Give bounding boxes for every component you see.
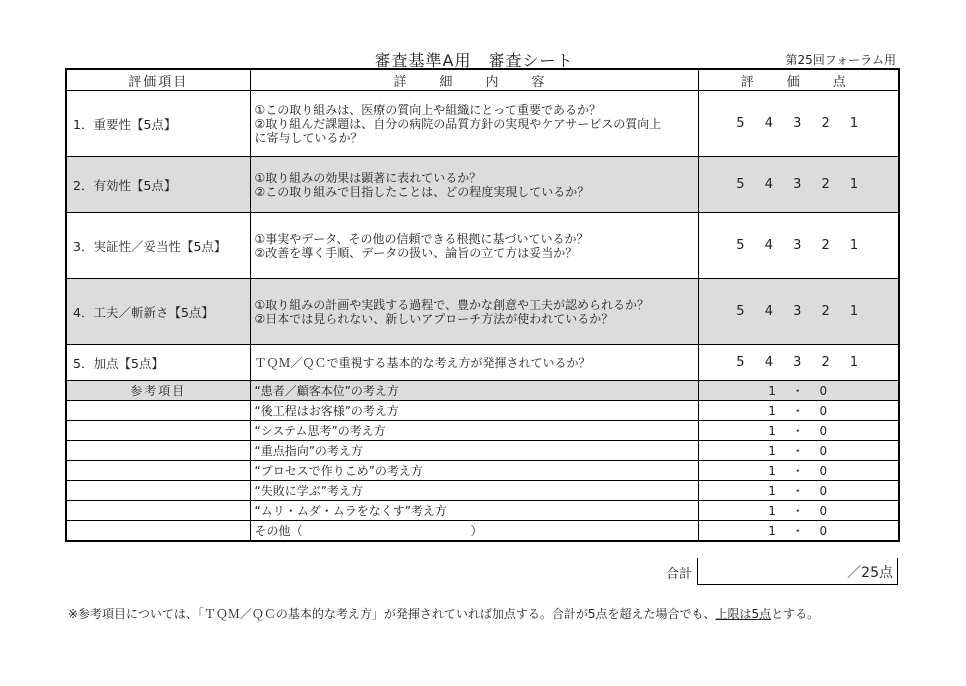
detail-line: に寄与しているか？ bbox=[254, 130, 363, 145]
reference-row bbox=[66, 461, 899, 481]
sheet-title: 審査基準A用 審査シート bbox=[374, 51, 574, 70]
score-options[interactable]: 5 4 3 2 1 bbox=[698, 279, 899, 345]
criterion-row bbox=[66, 345, 899, 381]
reference-row bbox=[66, 421, 899, 441]
detail-line: ①取り組みの効果は顕著に表れているか？ bbox=[254, 170, 482, 185]
reference-row bbox=[66, 501, 899, 521]
reference-score[interactable]: 1 ・ 0 bbox=[698, 521, 899, 542]
reference-empty-cell bbox=[66, 401, 250, 421]
detail-line: ①事実やデータ、その他の信頼できる根拠に基づいているか？ bbox=[254, 231, 589, 246]
score-options[interactable]: 5 4 3 2 1 bbox=[698, 157, 899, 213]
criterion-row bbox=[66, 213, 899, 279]
reference-text: “システム思考”の考え方 bbox=[250, 421, 698, 441]
reference-text: “ムリ・ムダ・ムラをなくす”考え方 bbox=[250, 501, 698, 521]
reference-text: “患者／顧客本位”の考え方 bbox=[250, 381, 698, 401]
detail-line: ①取り組みの計画や実践する過程で、豊かな創意や工夫が認められるか？ bbox=[254, 297, 650, 312]
reference-row bbox=[66, 481, 899, 501]
footnote-end: とする。 bbox=[771, 607, 820, 621]
header-score: 評 価 点 bbox=[698, 69, 899, 91]
reference-row bbox=[66, 521, 899, 542]
reference-text: その他（ ） bbox=[250, 521, 698, 542]
total-box[interactable] bbox=[697, 558, 898, 585]
criterion-item: 1．重要性【5点】 bbox=[66, 91, 250, 157]
criterion-item: 4．工夫／斬新さ【5点】 bbox=[66, 279, 250, 345]
footnote-text: ※参考項目については、「ＴＱＭ／ＱＣの基本的な考え方」が発揮されていれば加点する。合計が5点を超えた場合でも、 bbox=[68, 607, 716, 621]
criterion-detail bbox=[250, 345, 698, 381]
criterion-detail bbox=[250, 91, 698, 157]
reference-empty-cell bbox=[66, 521, 250, 542]
reference-score[interactable]: 1 ・ 0 bbox=[698, 381, 899, 401]
reference-score[interactable]: 1 ・ 0 bbox=[698, 501, 899, 521]
reference-score[interactable]: 1 ・ 0 bbox=[698, 481, 899, 501]
detail-line: ＴＱＭ／ＱＣで重視する基本的な考え方が発揮されているか？ bbox=[254, 355, 591, 370]
header-item: 評価項目 bbox=[66, 69, 250, 91]
reference-score[interactable]: 1 ・ 0 bbox=[698, 441, 899, 461]
reference-score[interactable]: 1 ・ 0 bbox=[698, 421, 899, 441]
reference-text: “失敗に学ぶ”考え方 bbox=[250, 481, 698, 501]
reference-empty-cell bbox=[66, 501, 250, 521]
reference-row bbox=[66, 381, 899, 401]
header-detail: 詳 細 内 容 bbox=[250, 69, 698, 91]
score-options[interactable]: 5 4 3 2 1 bbox=[698, 91, 899, 157]
footnote-underlined: 上限は5点 bbox=[715, 607, 772, 621]
reference-empty-cell bbox=[66, 461, 250, 481]
total-label: 合計 bbox=[665, 567, 692, 582]
evaluation-table bbox=[65, 68, 900, 542]
reference-text: “後工程はお客様”の考え方 bbox=[250, 401, 698, 421]
detail-line: ②取り組んだ課題は、自分の病院の品質方針の実現やケアサービスの質向上 bbox=[254, 116, 662, 131]
reference-empty-cell bbox=[66, 421, 250, 441]
header-row bbox=[66, 69, 899, 91]
criterion-item: 2．有効性【5点】 bbox=[66, 157, 250, 213]
reference-row bbox=[66, 441, 899, 461]
criterion-detail bbox=[250, 279, 698, 345]
score-options[interactable]: 5 4 3 2 1 bbox=[698, 345, 899, 381]
reference-empty-cell bbox=[66, 441, 250, 461]
detail-line: ①この取り組みは、医療の質向上や組織にとって重要であるか？ bbox=[254, 102, 602, 117]
criterion-row bbox=[66, 157, 899, 213]
forum-label: 第25回フォーラム用 bbox=[785, 53, 896, 67]
detail-line: ②日本では見られない、新しいアプローチ方法が使われているか？ bbox=[254, 311, 614, 326]
criterion-item: 5．加点【5点】 bbox=[66, 345, 250, 381]
detail-line: ②改善を導く手順、データの扱い、論旨の立て方は妥当か？ bbox=[254, 245, 578, 260]
criterion-detail bbox=[250, 157, 698, 213]
criterion-item: 3．実証性／妥当性【5点】 bbox=[66, 213, 250, 279]
criterion-detail bbox=[250, 213, 698, 279]
detail-line: ②この取り組みで目指したことは、どの程度実現しているか？ bbox=[254, 184, 590, 199]
reference-score[interactable]: 1 ・ 0 bbox=[698, 461, 899, 481]
reference-text: “プロセスで作りこめ”の考え方 bbox=[250, 461, 698, 481]
reference-score[interactable]: 1 ・ 0 bbox=[698, 401, 899, 421]
criterion-row bbox=[66, 91, 899, 157]
total-value: ／25点 bbox=[847, 565, 893, 581]
score-options[interactable]: 5 4 3 2 1 bbox=[698, 213, 899, 279]
reference-row bbox=[66, 401, 899, 421]
reference-label: 参考項目 bbox=[66, 381, 250, 401]
reference-text: “重点指向”の考え方 bbox=[250, 441, 698, 461]
reference-empty-cell bbox=[66, 481, 250, 501]
footnote bbox=[68, 605, 819, 622]
criterion-row bbox=[66, 279, 899, 345]
